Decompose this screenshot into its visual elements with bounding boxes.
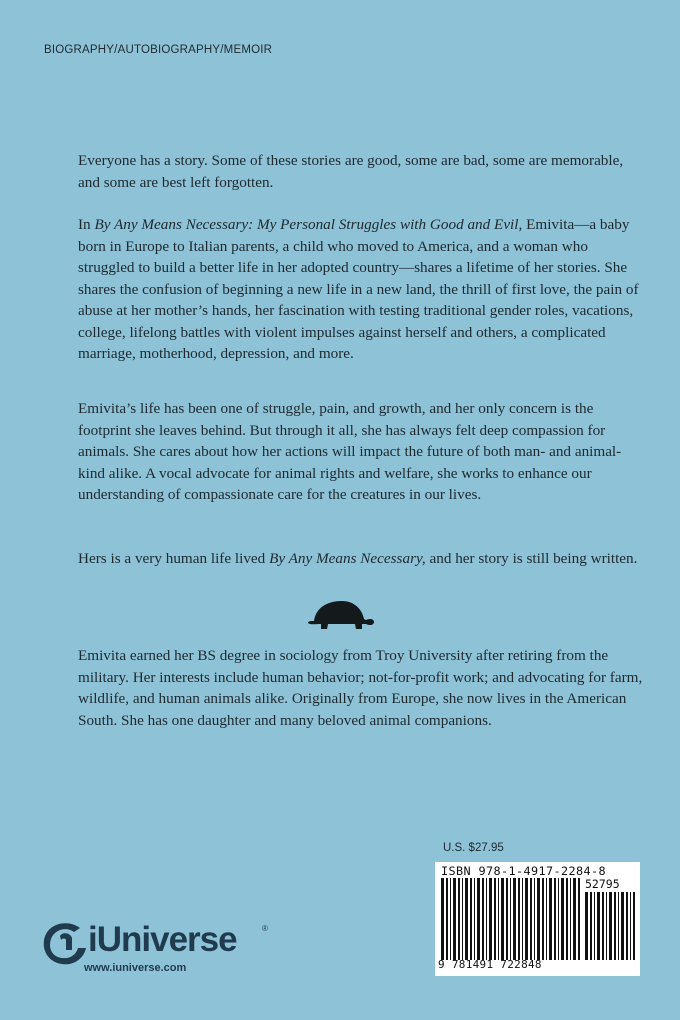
barcode-bar	[618, 892, 619, 960]
barcode-bars	[441, 878, 581, 960]
price-label: U.S. $27.95	[443, 842, 504, 854]
barcode-bar	[626, 892, 628, 960]
blurb-text-3: Emivita’s life has been one of struggle, pain, and growth, and her only concern is the footprint she leaves behind. But through it all, she has always felt deep compassion for animals. She cares about how her actions will impact the future of both man- and animal-kind alike. A vocal advocate for animal rights and welfare, she works to enhance our understanding of compassionate care for the creatures in our lives.	[78, 400, 622, 503]
barcode-bar	[542, 878, 544, 960]
blurb-text-2	[78, 214, 648, 365]
barcode-bar	[594, 892, 595, 960]
barcode-bar	[573, 878, 576, 960]
barcode-bar	[494, 878, 496, 960]
barcode-bar	[489, 878, 492, 960]
barcode-bar	[609, 892, 612, 960]
barcode-bar	[570, 878, 571, 960]
barcode-bar	[470, 878, 472, 960]
blurb-paragraph-1	[78, 150, 648, 193]
barcode-bar	[450, 878, 451, 960]
book-title-italic: By Any Means Necessary: My Personal Struggles with Good and Evil,	[94, 216, 523, 233]
isbn-number: ISBN 978-1-4917-2284-8	[441, 864, 607, 878]
barcode-bar	[537, 878, 540, 960]
author-bio	[78, 645, 648, 731]
barcode-digits: 9 781491 722848	[438, 958, 542, 971]
barcode-bar	[534, 878, 535, 960]
barcode-bar	[585, 892, 588, 960]
barcode-bar	[482, 878, 484, 960]
author-bio-text: Emivita earned her BS degree in sociology from Troy University after retiring from the military. Her interests include human behavior; not-for-profit work; and advocating for farm, wildlife, and human animals alike. Originally from Europe, she now lives in the American South. She has one daughter and many beloved animal companions.	[78, 647, 643, 729]
barcode-bar	[501, 878, 504, 960]
barcode-bar	[522, 878, 523, 960]
barcode-bar	[621, 892, 624, 960]
barcode-bar	[614, 892, 616, 960]
turtle-icon	[306, 599, 376, 633]
barcode-bar	[498, 878, 499, 960]
barcode-bar	[441, 878, 444, 960]
barcode-bar	[530, 878, 532, 960]
barcode-bar	[518, 878, 520, 960]
blurb-text-4	[78, 548, 648, 570]
barcode-bar	[525, 878, 528, 960]
barcode-bar	[630, 892, 631, 960]
barcode-bar	[566, 878, 568, 960]
blurb-4-rest: and her story is still being written.	[425, 550, 638, 567]
genre-category: BIOGRAPHY/AUTOBIOGRAPHY/MEMOIR	[44, 44, 273, 56]
barcode-bar	[477, 878, 480, 960]
barcode-price-code: 52795	[585, 877, 620, 891]
barcode-bar	[549, 878, 552, 960]
blurb-text-1: Everyone has a story. Some of these stories are good, some are bad, some are memorable, and some are best left forgotten.	[78, 152, 624, 191]
barcode-bar	[597, 892, 600, 960]
publisher-url[interactable]: www.iuniverse.com	[84, 962, 187, 974]
publisher-logo[interactable]	[40, 918, 280, 980]
barcode-bar	[602, 892, 604, 960]
publisher-name: iUniverse	[88, 920, 237, 959]
barcode-bar	[546, 878, 547, 960]
iuniverse-swirl-icon	[40, 918, 90, 968]
blurb-2-rest: Emivita—a baby born in Europe to Italian parents, a child who moved to America, and a woman who struggled to build a better life in her adopted country—shares a lifetime of her stories. She shares the confusion of beginning a new life in a new land, the thrill of first love, the pain of abuse at her mother’s hands, her fascination with testing traditional gender roles, vacations, college, lifelong battles with violent impulses against herself and others, a complicated marriage, motherhood, depression, and more.	[78, 216, 639, 362]
barcode-bar	[510, 878, 511, 960]
barcode-bar	[486, 878, 487, 960]
barcode-bar	[558, 878, 559, 960]
barcode-addon-bars	[585, 892, 635, 960]
blurb-paragraph-2	[78, 214, 648, 365]
blurb-paragraph-4	[78, 548, 648, 570]
barcode-bar	[578, 878, 580, 960]
barcode-bar	[606, 892, 607, 960]
blurb-paragraph-3	[78, 398, 648, 506]
barcode-bar	[590, 892, 592, 960]
barcode-bar	[561, 878, 564, 960]
book-title-italic-2: By Any Means Necessary,	[269, 550, 426, 567]
isbn-barcode	[435, 862, 640, 976]
barcode-bar	[506, 878, 508, 960]
blurb-4-prefix: Hers is a very human life lived	[78, 550, 270, 567]
barcode-bar	[465, 878, 468, 960]
barcode-bar	[554, 878, 556, 960]
barcode-bar	[633, 892, 635, 960]
barcode-bar	[474, 878, 475, 960]
registered-mark: ®	[262, 924, 268, 933]
barcode-bar	[513, 878, 516, 960]
blurb-2-prefix: In	[78, 216, 95, 233]
barcode-bar	[462, 878, 463, 960]
barcode-bar	[446, 878, 448, 960]
barcode-bar	[453, 878, 456, 960]
barcode-bar	[458, 878, 460, 960]
